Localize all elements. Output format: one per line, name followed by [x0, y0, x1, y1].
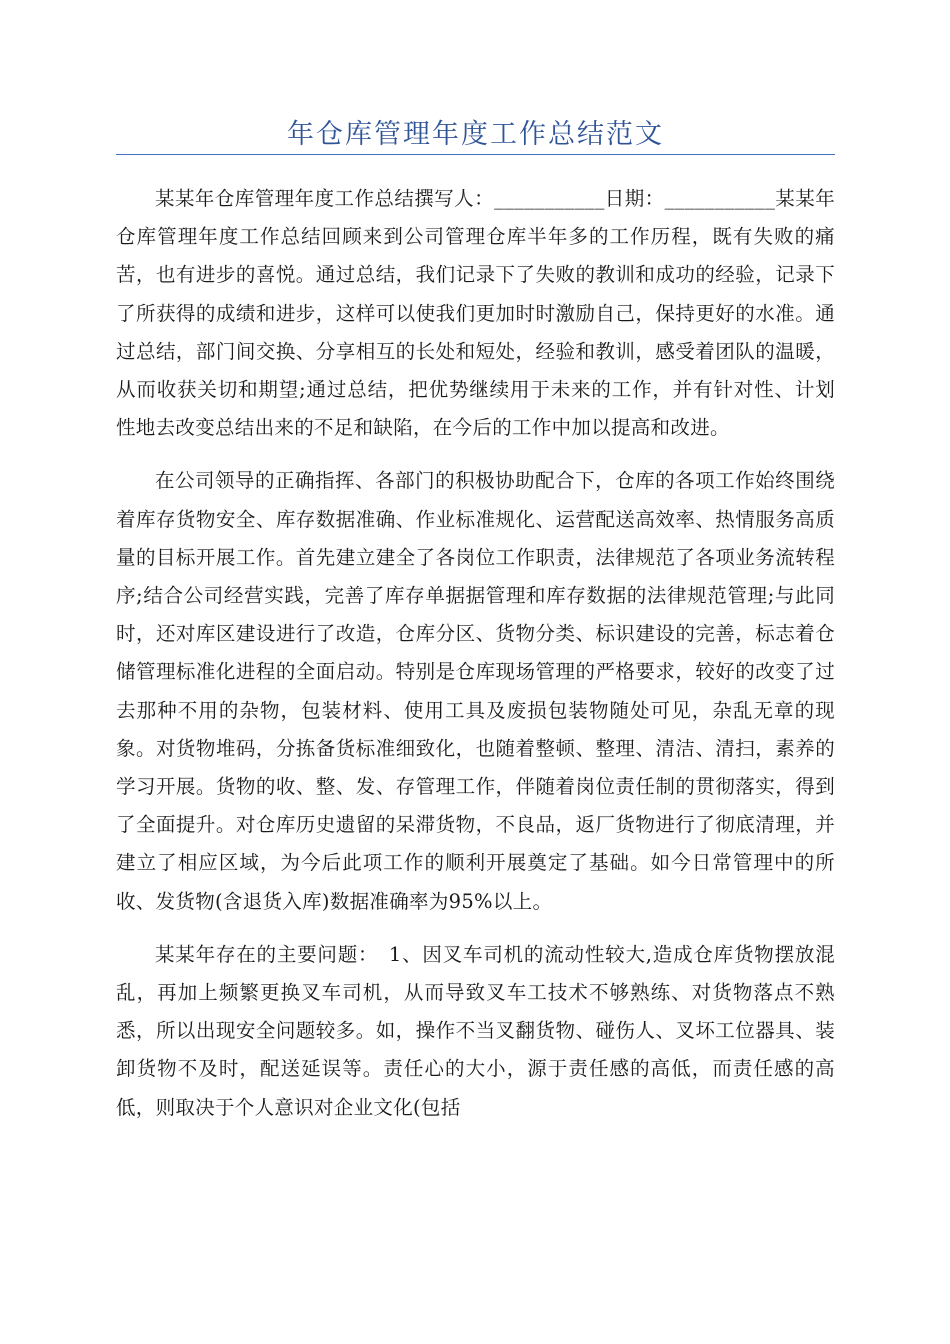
paragraph-problems: 某某年存在的主要问题： 1、因叉车司机的流动性较大,造成仓库货物摆放混乱，再加上频繁更换叉车司机，从而导致叉车工技术不够熟练、对货物落点不熟悉，所以出现安全问题较多。如，操作不当叉翻货物、碰伤人、叉坏工位器具、装卸货物不及时，配送延误等。责任心的大小，源于责任感的高低，而责任感的高低，则取决于个人意识对企业文化(包括: [116, 942, 835, 1119]
document-body: [116, 180, 835, 1127]
title-underline: [116, 154, 835, 155]
document-title: 年仓库管理年度工作总结范文: [287, 119, 664, 150]
paragraph-achievements: 在公司领导的正确指挥、各部门的积极协助配合下，仓库的各项工作始终围绕着库存货物安全、库存数据准确、作业标准规化、运营配送高效率、热情服务高质量的目标开展工作。首先建立建全了各岗位工作职责，法律规范了各项业务流转程序;结合公司经营实践，完善了库存单据据管理和库存数据的法律规范管理;与此同时，还对库区建设进行了改造，仓库分区、货物分类、标识建设的完善，标志着仓储管理标准化进程的全面启动。特别是仓库现场管理的严格要求，较好的改变了过去那种不用的杂物，包装材料、使用工具及废损包装物随处可见，杂乱无章的现象。对货物堆码，分拣备货标准细致化，也随着整顿、整理、清洁、清扫，素养的学习开展。货物的收、整、发、存管理工作，伴随着岗位责任制的贯彻落实，得到了全面提升。对仓库历史遗留的呆滞货物，不良品，返厂货物进行了彻底清理，并建立了相应区域，为今后此项工作的顺利开展奠定了基础。如今日常管理中的所收、发货物(含退货入库)数据准确率为95%以上。: [116, 469, 835, 913]
paragraph-intro: 某某年仓库管理年度工作总结撰写人：___________日期：___________某某年仓库管理年度工作总结回顾来到公司管理仓库半年多的工作历程，既有失败的痛苦，也有进步的喜悦。通过总结，我们记录下了失败的教训和成功的经验，记录下了所获得的成绩和进步，这样可以使我们更加时时激励自己，保持更好的水准。通过总结，部门间交换、分享相互的长处和短处，经验和教训，感受着团队的温暖，从而收获关切和期望;通过总结，把优势继续用于未来的工作，并有针对性、计划性地去改变总结出来的不足和缺陷，在今后的工作中加以提高和改进。: [116, 187, 835, 440]
